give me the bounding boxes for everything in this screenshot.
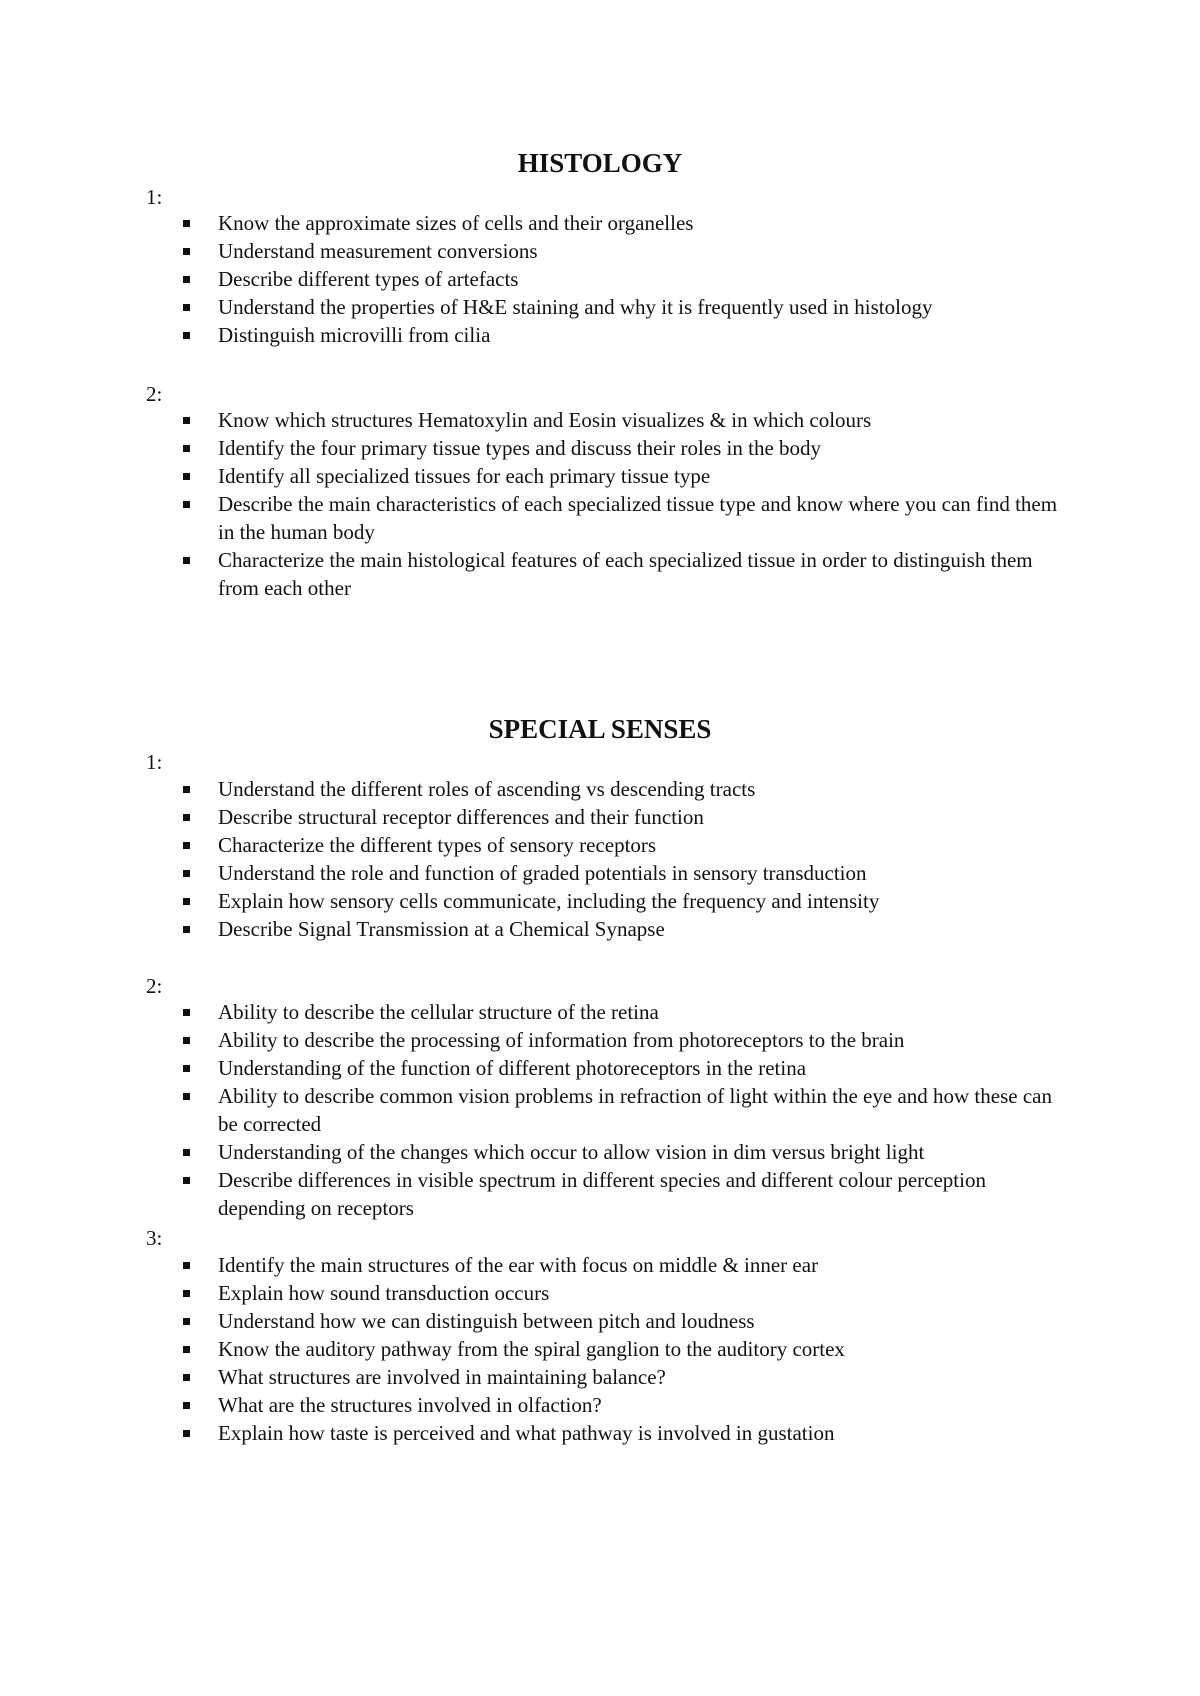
list-item: Explain how sound transduction occurs bbox=[0, 1279, 1068, 1307]
square-bullet-icon bbox=[183, 786, 190, 793]
list-item: Identify all specialized tissues for each primary tissue type bbox=[0, 462, 1068, 490]
square-bullet-icon bbox=[183, 1093, 190, 1100]
square-bullet-icon bbox=[183, 276, 190, 283]
special-senses-group-3-label: 3: bbox=[146, 1226, 163, 1250]
square-bullet-icon bbox=[183, 304, 190, 311]
histology-title: HISTOLOGY bbox=[517, 148, 683, 178]
list-item: Understand measurement conversions bbox=[0, 237, 1068, 265]
list-item: Explain how taste is perceived and what pathway is involved in gustation bbox=[0, 1419, 1068, 1447]
square-bullet-icon bbox=[183, 1037, 190, 1044]
square-bullet-icon bbox=[183, 1318, 190, 1325]
list-item: Explain how sensory cells communicate, including the frequency and intensity bbox=[0, 887, 1068, 915]
list-item: Understanding of the changes which occur to allow vision in dim versus bright light bbox=[0, 1138, 1068, 1166]
square-bullet-icon bbox=[183, 220, 190, 227]
list-item: What are the structures involved in olfaction? bbox=[0, 1391, 1068, 1419]
square-bullet-icon bbox=[183, 1009, 190, 1016]
special-senses-group-3-list bbox=[0, 1251, 1068, 1447]
list-item: Describe Signal Transmission at a Chemical Synapse bbox=[0, 915, 1068, 943]
list-item: Know the approximate sizes of cells and their organelles bbox=[0, 209, 1068, 237]
list-item: Distinguish microvilli from cilia bbox=[0, 321, 1068, 349]
list-item: Understand how we can distinguish between pitch and loudness bbox=[0, 1307, 1068, 1335]
special-senses-title: SPECIAL SENSES bbox=[488, 714, 712, 744]
list-item: Describe the main characteristics of each specialized tissue type and know where you can find them in the human body bbox=[0, 490, 1068, 546]
list-item: Know the auditory pathway from the spiral ganglion to the auditory cortex bbox=[0, 1335, 1068, 1363]
list-item: Identify the main structures of the ear with focus on middle & inner ear bbox=[0, 1251, 1068, 1279]
square-bullet-icon bbox=[183, 417, 190, 424]
special-senses-group-2-label: 2: bbox=[146, 974, 163, 998]
list-item: Describe different types of artefacts bbox=[0, 265, 1068, 293]
list-item: Understand the role and function of graded potentials in sensory transduction bbox=[0, 859, 1068, 887]
square-bullet-icon bbox=[183, 814, 190, 821]
list-item: Describe differences in visible spectrum in different species and different colour perception depending on receptors bbox=[0, 1166, 1068, 1222]
square-bullet-icon bbox=[183, 501, 190, 508]
list-item: Understanding of the function of different photoreceptors in the retina bbox=[0, 1054, 1068, 1082]
square-bullet-icon bbox=[183, 842, 190, 849]
square-bullet-icon bbox=[183, 1065, 190, 1072]
list-item: Ability to describe the processing of information from photoreceptors to the brain bbox=[0, 1026, 1068, 1054]
square-bullet-icon bbox=[183, 1149, 190, 1156]
square-bullet-icon bbox=[183, 445, 190, 452]
square-bullet-icon bbox=[183, 1374, 190, 1381]
histology-group-1-list bbox=[0, 209, 1068, 349]
list-item: Understand the different roles of ascending vs descending tracts bbox=[0, 775, 1068, 803]
square-bullet-icon bbox=[183, 1430, 190, 1437]
histology-group-1-label: 1: bbox=[146, 185, 163, 209]
square-bullet-icon bbox=[183, 557, 190, 564]
list-item: Ability to describe common vision problems in refraction of light within the eye and how these can be corrected bbox=[0, 1082, 1068, 1138]
square-bullet-icon bbox=[183, 898, 190, 905]
histology-group-2-list bbox=[0, 406, 1068, 602]
special-senses-group-2-list bbox=[0, 998, 1068, 1222]
square-bullet-icon bbox=[183, 1262, 190, 1269]
list-item: Understand the properties of H&E staining and why it is frequently used in histology bbox=[0, 293, 1068, 321]
list-item: Characterize the main histological features of each specialized tissue in order to distinguish them from each other bbox=[0, 546, 1068, 602]
square-bullet-icon bbox=[183, 1346, 190, 1353]
list-item: Describe structural receptor differences and their function bbox=[0, 803, 1068, 831]
square-bullet-icon bbox=[183, 473, 190, 480]
square-bullet-icon bbox=[183, 248, 190, 255]
square-bullet-icon bbox=[183, 926, 190, 933]
list-item: Characterize the different types of sensory receptors bbox=[0, 831, 1068, 859]
square-bullet-icon bbox=[183, 1290, 190, 1297]
list-item: Know which structures Hematoxylin and Eosin visualizes & in which colours bbox=[0, 406, 1068, 434]
square-bullet-icon bbox=[183, 1402, 190, 1409]
list-item: Identify the four primary tissue types and discuss their roles in the body bbox=[0, 434, 1068, 462]
list-item: Ability to describe the cellular structure of the retina bbox=[0, 998, 1068, 1026]
list-item: What structures are involved in maintaining balance? bbox=[0, 1363, 1068, 1391]
square-bullet-icon bbox=[183, 332, 190, 339]
special-senses-group-1-label: 1: bbox=[146, 750, 163, 774]
square-bullet-icon bbox=[183, 870, 190, 877]
square-bullet-icon bbox=[183, 1177, 190, 1184]
histology-group-2-label: 2: bbox=[146, 382, 163, 406]
special-senses-group-1-list bbox=[0, 775, 1068, 943]
